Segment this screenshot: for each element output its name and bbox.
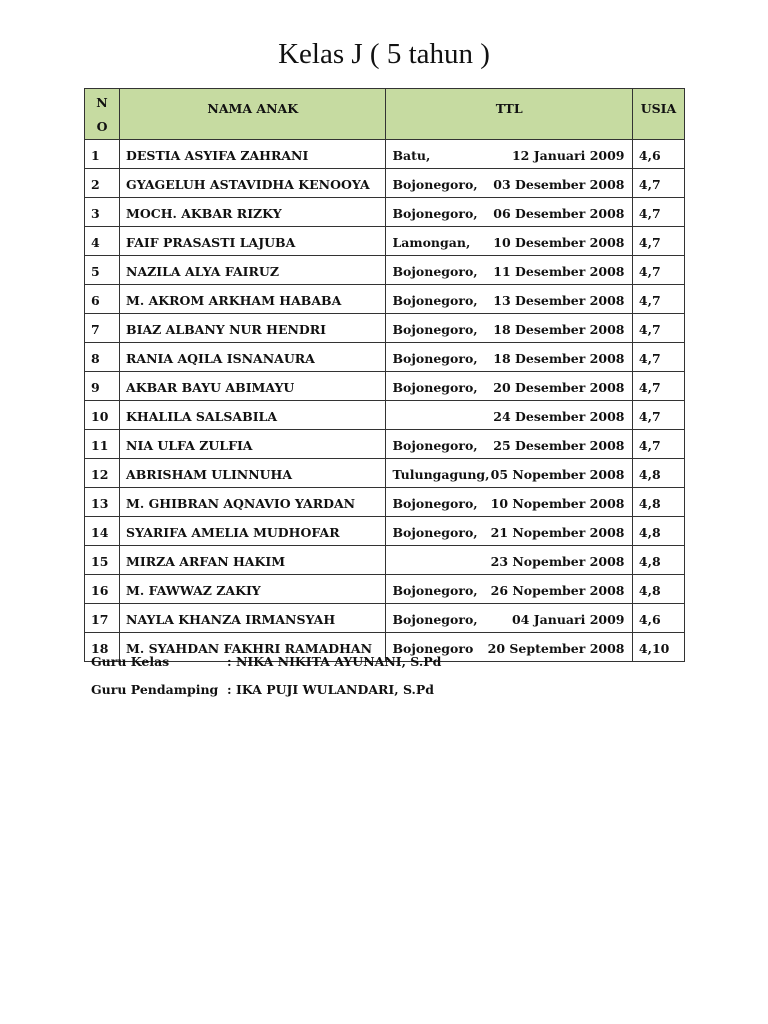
cell-no: 9 — [85, 372, 120, 401]
guru-pendamping-line — [91, 682, 434, 697]
cell-ttl — [386, 575, 632, 604]
cell-ttl — [386, 546, 632, 575]
cell-usia: 4,7 — [632, 430, 684, 459]
cell-nama: M. FAWWAZ ZAKIY — [120, 575, 386, 604]
table-row — [85, 575, 685, 604]
cell-usia: 4,7 — [632, 256, 684, 285]
cell-ttl-place: Tulungagung, — [392, 466, 490, 482]
cell-ttl-place: Bojonegoro, — [392, 611, 478, 627]
cell-ttl-date: 10 Desember 2008 — [493, 234, 625, 250]
table-row — [85, 401, 685, 430]
cell-no: 13 — [85, 488, 120, 517]
cell-ttl — [386, 517, 632, 546]
table-row — [85, 343, 685, 372]
guru-pendamping-label: Guru Pendamping — [91, 682, 219, 697]
cell-no: 11 — [85, 430, 120, 459]
cell-ttl-place: Lamongan, — [392, 234, 471, 250]
cell-ttl-date: 18 Desember 2008 — [493, 350, 625, 366]
cell-ttl — [386, 314, 632, 343]
cell-ttl-place: Bojonegoro, — [392, 263, 478, 279]
cell-usia: 4,7 — [632, 198, 684, 227]
cell-ttl — [386, 256, 632, 285]
cell-ttl-date: 13 Desember 2008 — [493, 292, 625, 308]
cell-ttl-date: 20 September 2008 — [487, 640, 625, 656]
header-usia: USIA — [632, 89, 684, 140]
cell-usia: 4,8 — [632, 517, 684, 546]
table-row — [85, 198, 685, 227]
cell-ttl — [386, 198, 632, 227]
header-no-top: N — [96, 95, 108, 110]
cell-ttl — [386, 227, 632, 256]
cell-no: 3 — [85, 198, 120, 227]
cell-usia: 4,7 — [632, 401, 684, 430]
cell-nama: KHALILA SALSABILA — [120, 401, 386, 430]
cell-nama: NAYLA KHANZA IRMANSYAH — [120, 604, 386, 633]
cell-usia: 4,8 — [632, 488, 684, 517]
cell-ttl — [386, 401, 632, 430]
cell-no: 12 — [85, 459, 120, 488]
cell-no: 7 — [85, 314, 120, 343]
table-body — [85, 140, 685, 662]
cell-usia: 4,6 — [632, 140, 684, 169]
cell-nama: AKBAR BAYU ABIMAYU — [120, 372, 386, 401]
table-row — [85, 372, 685, 401]
cell-nama: NAZILA ALYA FAIRUZ — [120, 256, 386, 285]
cell-ttl-place: Bojonegoro, — [392, 524, 478, 540]
cell-no: 1 — [85, 140, 120, 169]
cell-ttl — [386, 372, 632, 401]
cell-ttl — [386, 430, 632, 459]
cell-ttl-place: Bojonegoro, — [392, 321, 478, 337]
cell-ttl — [386, 285, 632, 314]
cell-nama: GYAGELUH ASTAVIDHA KENOOYA — [120, 169, 386, 198]
cell-nama: ABRISHAM ULINNUHA — [120, 459, 386, 488]
cell-usia: 4,8 — [632, 575, 684, 604]
cell-usia: 4,7 — [632, 169, 684, 198]
table-row — [85, 517, 685, 546]
cell-nama: BIAZ ALBANY NUR HENDRI — [120, 314, 386, 343]
table-row — [85, 256, 685, 285]
cell-nama: DESTIA ASYIFA ZAHRANI — [120, 140, 386, 169]
cell-ttl-date: 10 Nopember 2008 — [490, 495, 625, 511]
cell-usia: 4,7 — [632, 372, 684, 401]
cell-usia: 4,6 — [632, 604, 684, 633]
table-row — [85, 169, 685, 198]
table-row — [85, 430, 685, 459]
cell-ttl-date: 04 Januari 2009 — [511, 611, 625, 627]
cell-ttl-place: Bojonegoro, — [392, 582, 478, 598]
cell-ttl-place: Bojonegoro — [392, 640, 474, 656]
cell-ttl-place: Bojonegoro, — [392, 379, 478, 395]
cell-no: 6 — [85, 285, 120, 314]
cell-nama: RANIA AQILA ISNANAURA — [120, 343, 386, 372]
header-no-bottom: O — [96, 119, 108, 134]
cell-nama: M. GHIBRAN AQNAVIO YARDAN — [120, 488, 386, 517]
cell-ttl-date: 21 Nopember 2008 — [490, 524, 625, 540]
cell-ttl-place: Bojonegoro, — [392, 495, 478, 511]
table-header-row — [85, 89, 685, 140]
cell-ttl-place: Bojonegoro, — [392, 205, 478, 221]
cell-nama: MOCH. AKBAR RIZKY — [120, 198, 386, 227]
cell-ttl-date: 03 Desember 2008 — [493, 176, 625, 192]
cell-nama: NIA ULFA ZULFIA — [120, 430, 386, 459]
cell-usia: 4,7 — [632, 285, 684, 314]
cell-nama: SYARIFA AMELIA MUDHOFAR — [120, 517, 386, 546]
guru-kelas-value: : NIKA NIKITA AYUNANI, S.Pd — [227, 654, 442, 669]
cell-no: 5 — [85, 256, 120, 285]
cell-ttl — [386, 343, 632, 372]
cell-ttl-date: 24 Desember 2008 — [493, 408, 625, 424]
cell-usia: 4,7 — [632, 314, 684, 343]
cell-ttl — [386, 140, 632, 169]
cell-no: 18 — [85, 633, 120, 662]
header-no — [85, 89, 120, 140]
cell-ttl-date: 23 Nopember 2008 — [490, 553, 625, 569]
cell-ttl — [386, 604, 632, 633]
cell-ttl-place: Bojonegoro, — [392, 350, 478, 366]
cell-ttl-date: 06 Desember 2008 — [493, 205, 625, 221]
cell-ttl-date: 05 Nopember 2008 — [490, 466, 625, 482]
cell-ttl-date: 18 Desember 2008 — [493, 321, 625, 337]
page-title: Kelas J ( 5 tahun ) — [278, 38, 490, 70]
guru-kelas-label: Guru Kelas — [91, 654, 170, 669]
table-row — [85, 488, 685, 517]
cell-nama: M. SYAHDAN FAKHRI RAMADHAN — [120, 633, 386, 662]
guru-kelas-line — [91, 654, 441, 669]
cell-no: 17 — [85, 604, 120, 633]
cell-no: 15 — [85, 546, 120, 575]
cell-ttl-place: Bojonegoro, — [392, 292, 478, 308]
cell-ttl-date: 25 Desember 2008 — [493, 437, 625, 453]
header-nama: NAMA ANAK — [120, 89, 386, 140]
table-row — [85, 140, 685, 169]
table-row — [85, 546, 685, 575]
table-row — [85, 459, 685, 488]
table-row — [85, 285, 685, 314]
cell-usia: 4,8 — [632, 459, 684, 488]
cell-ttl-place: Batu, — [392, 147, 431, 163]
student-table — [84, 88, 685, 662]
cell-ttl-place: Bojonegoro, — [392, 437, 478, 453]
cell-ttl-date: 26 Nopember 2008 — [490, 582, 625, 598]
cell-no: 4 — [85, 227, 120, 256]
cell-nama: M. AKROM ARKHAM HABABA — [120, 285, 386, 314]
cell-usia: 4,10 — [632, 633, 684, 662]
cell-no: 14 — [85, 517, 120, 546]
cell-ttl-date: 20 Desember 2008 — [493, 379, 625, 395]
cell-no: 16 — [85, 575, 120, 604]
cell-no: 2 — [85, 169, 120, 198]
cell-usia: 4,7 — [632, 227, 684, 256]
cell-ttl-place: Bojonegoro, — [392, 176, 478, 192]
cell-no: 8 — [85, 343, 120, 372]
cell-usia: 4,7 — [632, 343, 684, 372]
cell-nama: FAIF PRASASTI LAJUBA — [120, 227, 386, 256]
cell-usia: 4,8 — [632, 546, 684, 575]
cell-ttl-date: 12 Januari 2009 — [511, 147, 625, 163]
cell-ttl — [386, 459, 632, 488]
cell-no: 10 — [85, 401, 120, 430]
cell-ttl-date: 11 Desember 2008 — [493, 263, 625, 279]
cell-ttl — [386, 169, 632, 198]
table-row — [85, 227, 685, 256]
cell-ttl — [386, 488, 632, 517]
cell-nama: MIRZA ARFAN HAKIM — [120, 546, 386, 575]
header-ttl: TTL — [386, 89, 632, 140]
table-row — [85, 604, 685, 633]
guru-pendamping-value: : IKA PUJI WULANDARI, S.Pd — [227, 682, 435, 697]
table-row — [85, 314, 685, 343]
